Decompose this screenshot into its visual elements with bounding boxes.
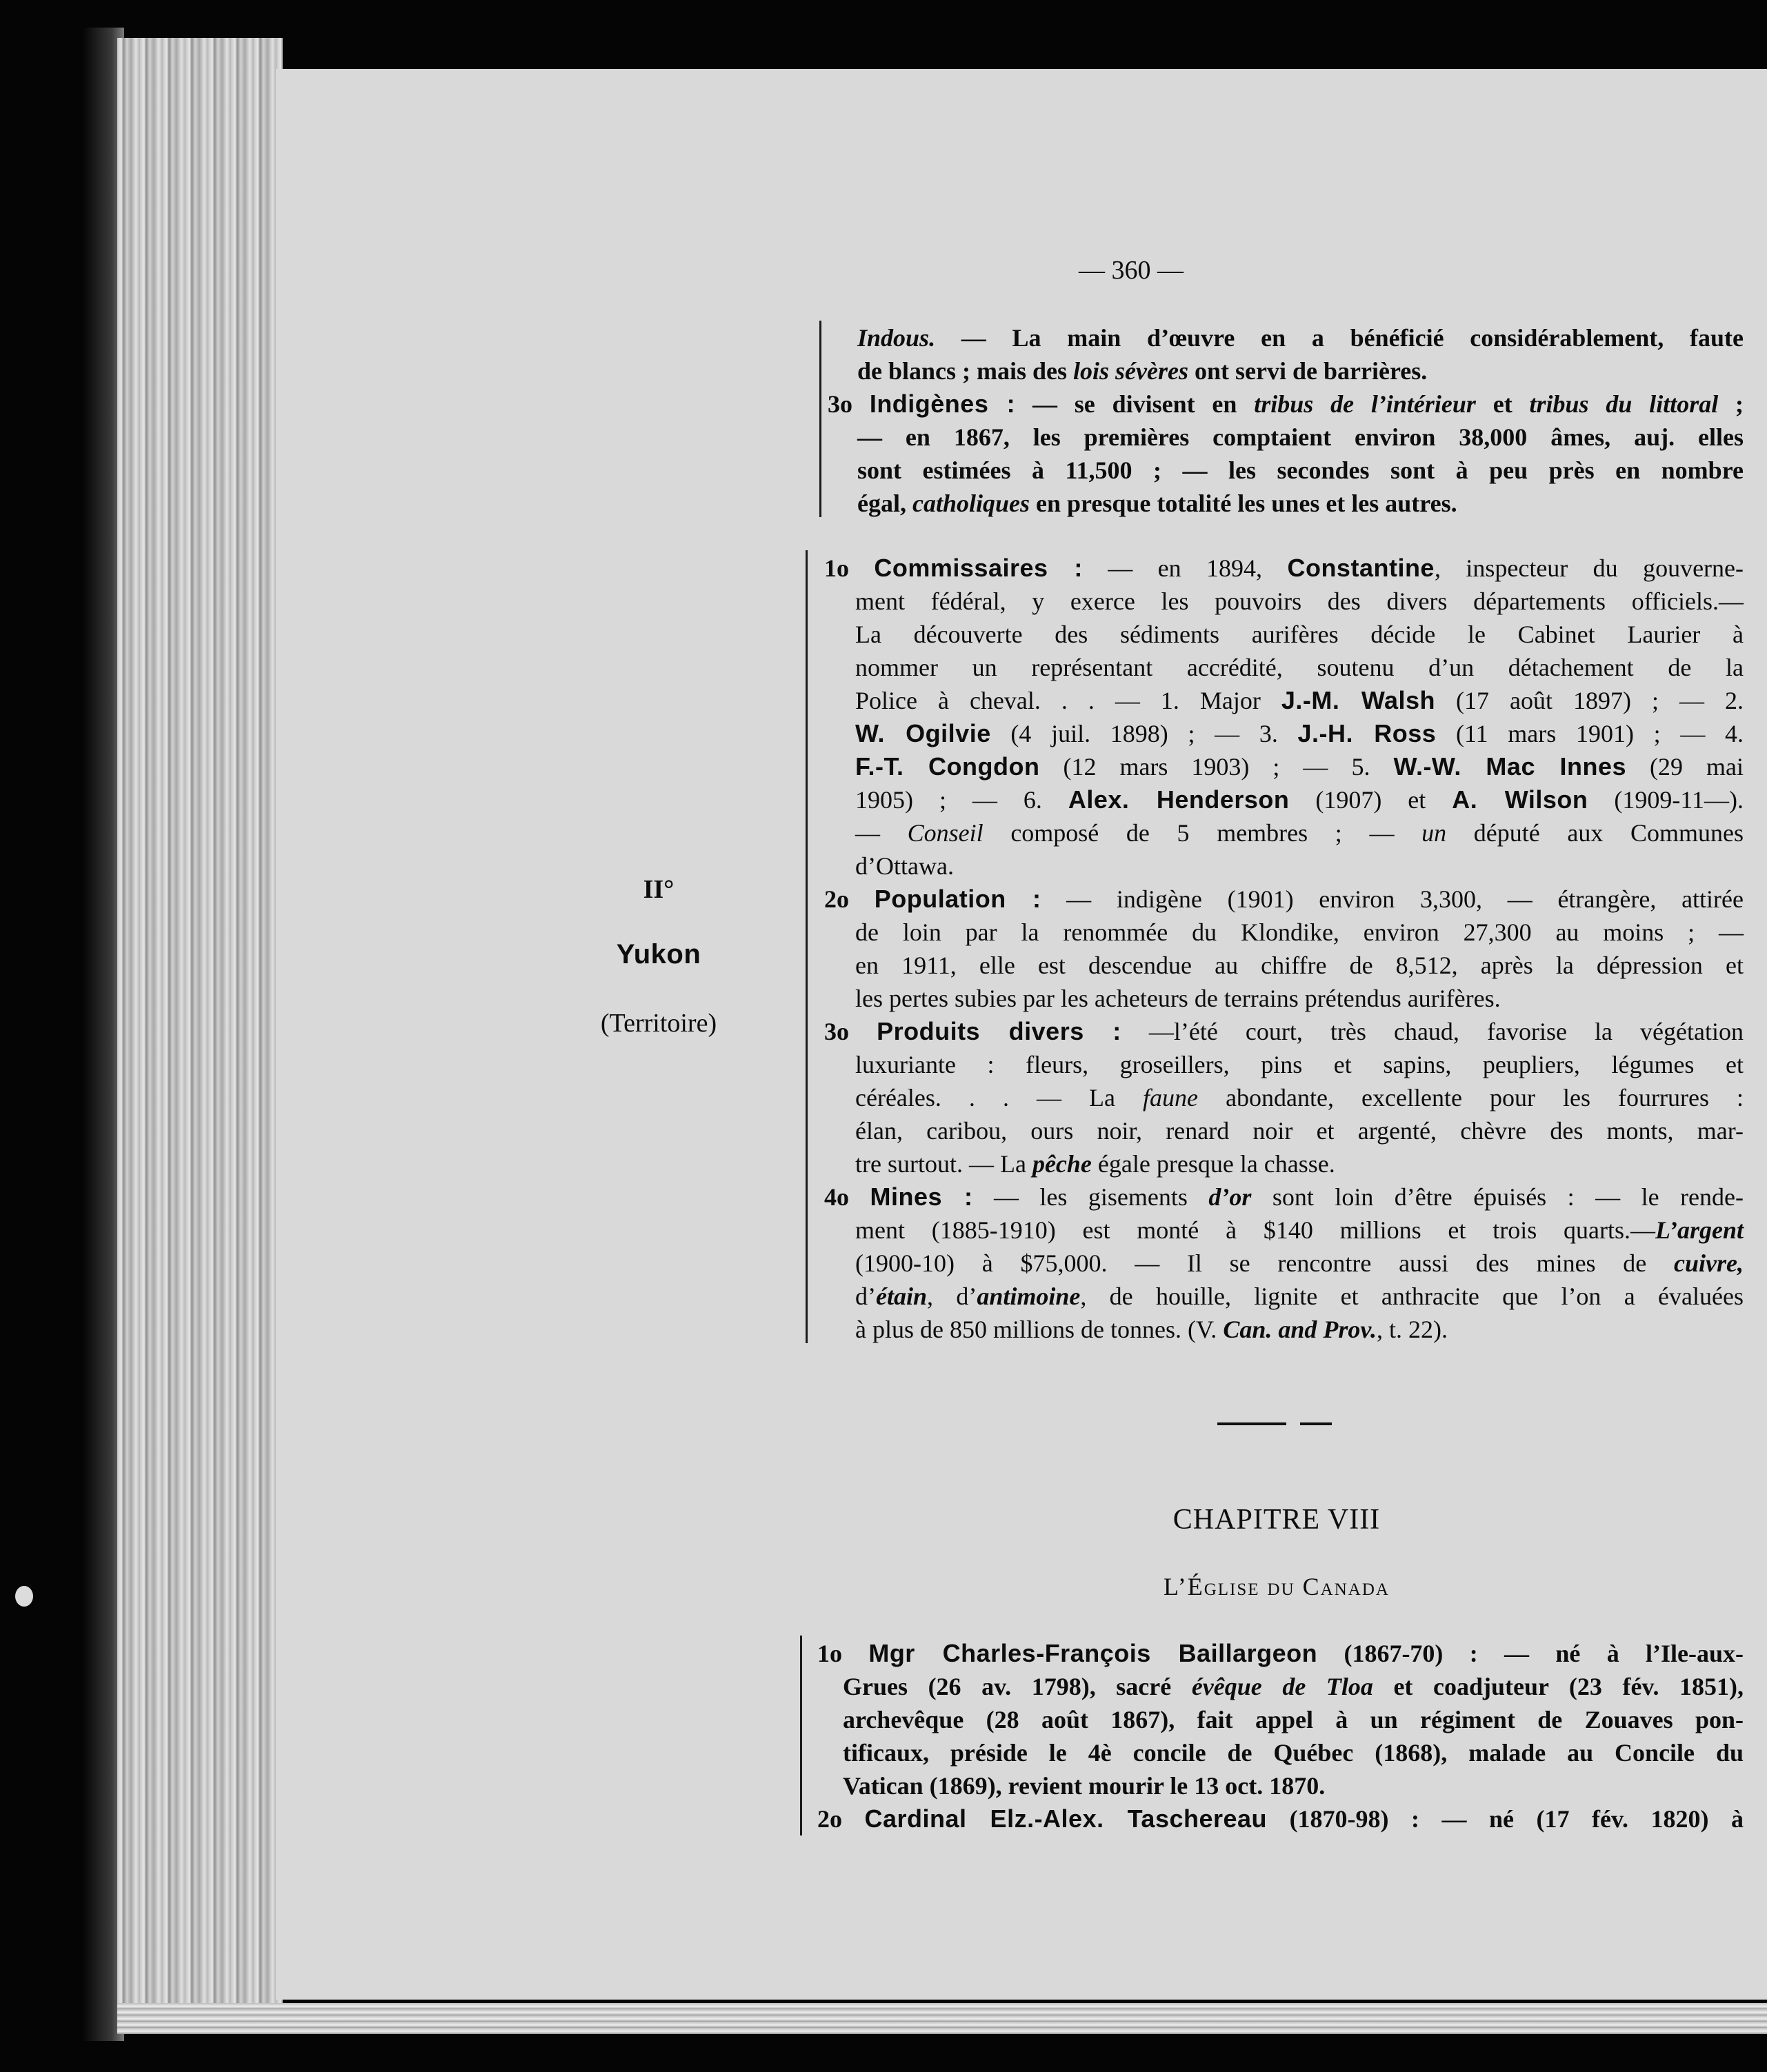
commissaires-line-4: nommer un représentant accrédité, soutenu d’un détachement de la	[855, 654, 1744, 681]
population-line-4: les pertes subies par les acheteurs de terrains prétendus aurifères.	[855, 985, 1501, 1012]
population-line-1: 2o Population : — indigène (1901) environ 3,300, — étrangère, attirée	[824, 885, 1744, 913]
commissaires-line-6: W. Ogilvie (4 juil. 1898) ; — 3. J.-H. Ross (11 mars 1901) ; — 4.	[855, 719, 1744, 747]
produits-line-2: luxuriante : fleurs, groseillers, pins et sapins, peupliers, légumes et	[855, 1051, 1744, 1078]
mines-line-3: (1900-10) à $75,000. — Il se rencontre aussi des mines de cuivre,	[855, 1249, 1744, 1277]
indigenes-line-1: 3o Indigènes : — se divisent en tribus de l’intérieur et tribus du littoral ;	[828, 390, 1744, 418]
brace-yukon	[806, 550, 808, 1343]
commissaires-line-9: — Conseil composé de 5 membres ; — un député aux Communes	[855, 819, 1744, 847]
separator-rule-left	[1217, 1422, 1286, 1425]
baillargeon-line-3: archevêque (28 août 1867), fait appel à un régiment de Zouaves pon-	[843, 1706, 1744, 1733]
baillargeon-line-5: Vatican (1869), revient mourir le 13 oct. 1870.	[843, 1772, 1326, 1800]
mines-line-2: ment (1885-1910) est monté à $140 millions et trois quarts.—L’argent	[855, 1216, 1744, 1244]
brace-eglise	[800, 1636, 802, 1835]
baillargeon-line-4: tificaux, préside le 4è concile de Québec (1868), malade au Concile du	[843, 1739, 1744, 1767]
produits-line-1: 3o Produits divers : —l’été court, très chaud, favorise la végétation	[824, 1017, 1744, 1045]
mines-line-5: à plus de 850 millions de tonnes. (V. Can. and Prov., t. 22).	[855, 1316, 1448, 1343]
chapter-subtitle: L’Église du Canada	[1164, 1573, 1390, 1600]
page-bottom-edge	[117, 2003, 1767, 2034]
produits-line-5: tre surtout. — La pêche égale presque la chasse.	[855, 1150, 1335, 1178]
population-line-2: de loin par la renommée du Klondike, environ 27,300 au moins ; —	[855, 918, 1744, 946]
produits-line-3: céréales. . . — La faune abondante, excellente pour les fourrures :	[855, 1084, 1744, 1112]
section-roman-numeral: II°	[643, 875, 675, 904]
commissaires-line-8: 1905) ; — 6. Alex. Henderson (1907) et A. Wilson (1909-11—).	[855, 785, 1744, 814]
commissaires-line-1: 1o Commissaires : — en 1894, Constantine, inspecteur du gouverne-	[824, 554, 1744, 582]
commissaires-line-3: La découverte des sédiments aurifères décide le Cabinet Laurier à	[855, 621, 1744, 648]
indous-line-2: de blancs ; mais des lois sévères ont servi de barrières.	[857, 357, 1428, 385]
commissaires-line-2: ment fédéral, y exerce les pouvoirs des divers départements officiels.—	[855, 587, 1744, 615]
commissaires-line-10: d’Ottawa.	[855, 852, 954, 880]
taschereau-line-1: 2o Cardinal Elz.-Alex. Taschereau (1870-98) : — né (17 fév. 1820) à	[817, 1804, 1744, 1833]
scan-speck	[15, 1586, 33, 1607]
indigenes-line-4: égal, catholiques en presque totalité les unes et les autres.	[857, 490, 1457, 517]
chapter-title: CHAPITRE VIII	[1172, 1504, 1381, 1536]
commissaires-line-7: F.-T. Congdon (12 mars 1903) ; — 5. W.-W. Mac Innes (29 mai	[855, 752, 1744, 781]
baillargeon-line-1: 1o Mgr Charles-François Baillargeon (1867-70) : — né à l’Ile-aux-	[817, 1639, 1744, 1667]
indigenes-line-3: sont estimées à 11,500 ; — les secondes sont à peu près en nombre	[857, 456, 1744, 484]
mines-line-4: d’étain, d’antimoine, de houille, lignite et anthracite que l’on a évaluées	[855, 1283, 1744, 1310]
commissaires-line-5: Police à cheval. . . — 1. Major J.-M. Walsh (17 août 1897) ; — 2.	[855, 686, 1744, 714]
baillargeon-line-2: Grues (26 av. 1798), sacré évêque de Tloa et coadjuteur (23 fév. 1851),	[843, 1673, 1744, 1700]
brace-indous	[819, 321, 821, 517]
section-subtitle-territoire: (Territoire)	[600, 1009, 717, 1038]
population-line-3: en 1911, elle est descendue au chiffre de 8,512, après la dépression et	[855, 952, 1744, 979]
indous-line-1: Indous. — La main d’œuvre en a bénéficié considérablement, faute	[857, 324, 1744, 352]
separator-rule-right	[1300, 1422, 1332, 1425]
indigenes-line-2: — en 1867, les premières comptaient environ 38,000 âmes, auj. elles	[857, 423, 1744, 451]
page-number: — 360 —	[1079, 256, 1184, 285]
section-title-yukon: Yukon	[616, 939, 701, 969]
mines-line-1: 4o Mines : — les gisements d’or sont loin d’être épuisés : — le rende-	[824, 1183, 1744, 1211]
produits-line-4: élan, caribou, ours noir, renard noir et argenté, chèvre des monts, mar-	[855, 1117, 1744, 1145]
book-spine	[117, 38, 283, 2031]
